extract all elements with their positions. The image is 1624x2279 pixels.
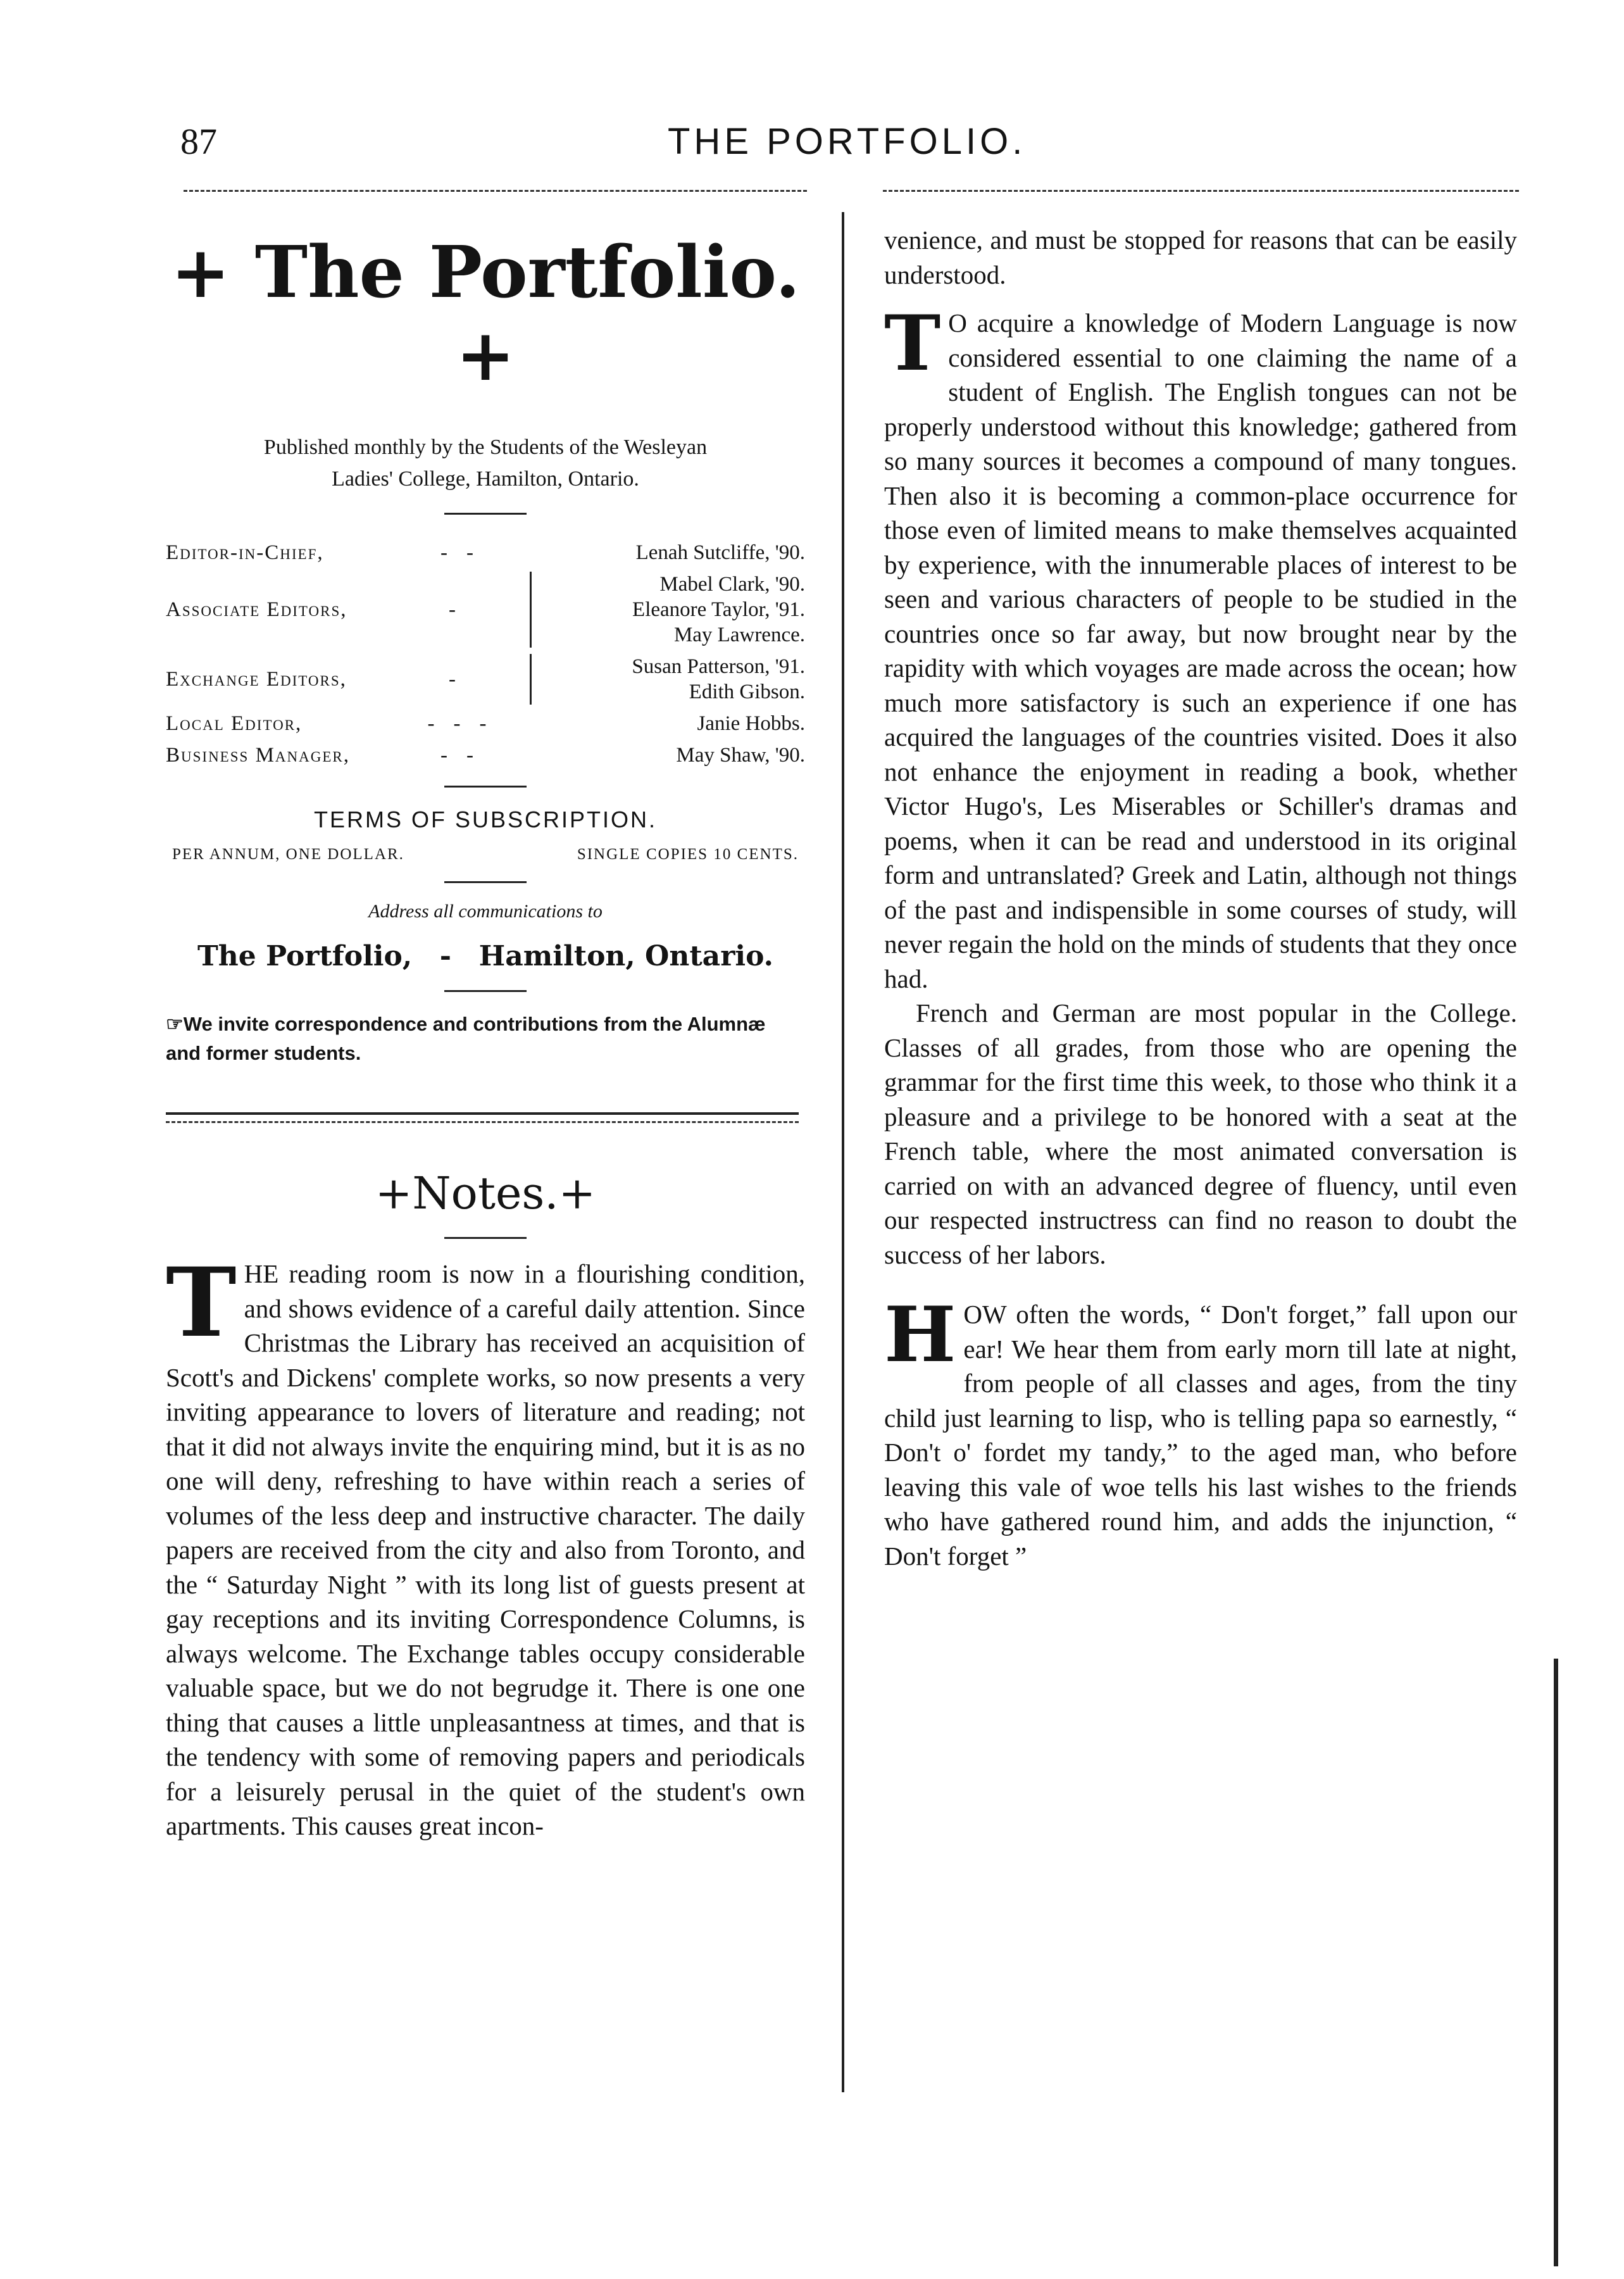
staff-name: Mabel Clark, '90. xyxy=(659,573,805,596)
invite-notice xyxy=(166,1010,805,1068)
section-rule xyxy=(166,1112,799,1115)
right-column xyxy=(884,223,1517,1573)
article-text: OW often the words, “ Don't forget,” fall upon our ear! We hear them from early morn till late at night, from people of all classes and ages, from the tiny child just learning to lisp, who is telling papa so earnestly, “ Don't o' fordet my tandy,” to the aged man, who before leaving this vale of woe tells his last wishes to the friends who have gathered round him, and adds the injunction, “ Don't forget ” xyxy=(884,1300,1517,1571)
running-title: THE PORTFOLIO. xyxy=(668,121,1027,162)
staff-row: Exchange Editors, - Susan Patterson, '91. Edith Gibson. xyxy=(166,655,805,703)
short-rule xyxy=(444,786,527,788)
header-rule-right xyxy=(883,190,1519,192)
staff-name: Lenah Sutcliffe, '90. xyxy=(635,541,805,564)
invite-text: We invite correspondence and contributions from the Alumnæ and former students. xyxy=(166,1013,766,1064)
subscription-terms xyxy=(166,846,805,863)
staff-row: Associate Editors, - Mabel Clark, '90. Eleanore Taylor, '91. May Lawrence. xyxy=(166,573,805,646)
left-column xyxy=(166,203,805,1843)
per-annum-price: PER ANNUM, ONE DOLLAR. xyxy=(172,846,404,863)
staff-names xyxy=(539,711,805,736)
column-divider xyxy=(842,212,844,2092)
section-rule xyxy=(166,1121,799,1123)
staff-row: Local Editor, --- Janie Hobbs. xyxy=(166,712,805,735)
address-name: The Portfolio, xyxy=(197,940,413,972)
short-rule xyxy=(444,1237,527,1239)
staff-name: Edith Gibson. xyxy=(689,681,805,703)
address-place: Hamilton, Ontario. xyxy=(478,940,773,972)
pointing-hand-icon: ☞ xyxy=(166,1013,184,1035)
staff-role: Business Manager, xyxy=(166,743,350,767)
page-number: 87 xyxy=(180,121,217,162)
staff-name: May Shaw, '90. xyxy=(676,744,805,767)
publication-line: Published monthly by the Students of the Wesleyan xyxy=(263,436,708,459)
staff-name: Eleanore Taylor, '91. xyxy=(632,598,805,621)
staff-names xyxy=(530,654,805,705)
staff-name: Janie Hobbs. xyxy=(697,712,805,735)
notes-heading: +Notes.+ xyxy=(375,1167,596,1219)
single-copy-price: SINGLE COPIES 10 CENTS. xyxy=(577,846,799,863)
modern-language-article xyxy=(884,299,1517,996)
continuation-paragraph: venience, and must be stopped for reasons that can be easily understood. xyxy=(884,225,1517,289)
staff-name: May Lawrence. xyxy=(673,624,805,646)
address-line xyxy=(166,940,805,972)
staff-names xyxy=(530,572,805,648)
staff-row: Editor-in-Chief, -- Lenah Sutcliffe, '90. xyxy=(166,541,805,564)
staff-role: Exchange Editors, xyxy=(166,667,347,691)
staff-role: Associate Editors, xyxy=(166,598,347,621)
staff-names xyxy=(539,743,805,768)
dont-forget-article xyxy=(884,1290,1517,1573)
short-rule xyxy=(444,513,527,515)
header-rule-left xyxy=(184,190,807,192)
article-text: O acquire a knowledge of Modern Language is now considered essential to one claiming the name of a student of English. The English tongues can not be properly understood without this knowledge; gathered from so many sources it becomes a compound of many tongues. Then also it is becoming a common-place occurrence for those even of limited means to make themselves acquainted by experience, with the innumerable places of interest to be seen and various characters of people to be studied in the countries once so far away, but now brought near by the rapidity with which voyages are made across the ocean; how much more satisfactory is such an experience if one has acquired the languages of the countries visited. Does it also not enhance the enjoyment in reading a book, whether Victor Hugo's, Les Miserables or Schiller's dramas and poems, when it can be read and understood in its original form and untranslated? Greek and Latin, although not things of the past and indispensible in some courses of study, will never regain the hold on the minds of students that they once had. xyxy=(884,308,1517,993)
staff-names xyxy=(539,540,805,565)
short-rule xyxy=(444,990,527,992)
drop-cap: T xyxy=(884,299,941,388)
drop-cap: T xyxy=(166,1247,237,1359)
publication-line: Ladies' College, Hamilton, Ontario. xyxy=(332,467,639,491)
staff-list xyxy=(166,540,805,768)
staff-row: Business Manager, -- May Shaw, '90. xyxy=(166,743,805,767)
french-german-paragraph: French and German are most popular in the College. Classes of all grades, from those who are opening the grammar for the first time this week, to those who think it a pleasure and a privilege to be honored with a seat at the French table, where the most animated conversation is carried on with an advanced degree of fluency, until even our respected instructress can find no reason to doubt the success of her labors. xyxy=(884,998,1517,1269)
address-dash: - xyxy=(439,940,452,972)
article-text: HE reading room is now in a flourishing condition, and shows evidence of a careful daily attention. Since Christmas the Library has received an acquisition of Scott's and Dickens' complete works, so now presents a very inviting appearance to lovers of literature and reading; not that it did not always invite the enquiring mind, but it is as no one will deny, refreshing to have within reach a series of volumes of the less deep and instructive character. The daily papers are received from the city and also from Toronto, and the “ Saturday Night ” with its long list of guests present at gay receptions and its inviting Correspondence Columns, is always welcome. The Exchange tables occupy considerable valuable space, but we do not begrudge it. There is one one thing that causes a little unpleasantness at times, and that is the tendency with some of removing papers and periodicals for a leisurely perusal in the quiet of the student's own apartments. This causes great incon- xyxy=(166,1259,805,1840)
masthead-title: + The Portfolio. + xyxy=(170,231,801,397)
staff-role: Editor-in-Chief, xyxy=(166,541,324,564)
reading-room-article xyxy=(166,1247,805,1843)
staff-role: Local Editor, xyxy=(166,712,303,735)
short-rule xyxy=(444,881,527,883)
drop-cap: H xyxy=(884,1290,956,1379)
page-edge xyxy=(1554,1659,1558,2266)
publication-info xyxy=(166,432,805,495)
subscription-heading: TERMS OF SUBSCRIPTION. xyxy=(313,807,658,832)
address-note: Address all communications to xyxy=(368,901,603,922)
staff-name: Susan Patterson, '91. xyxy=(632,655,805,678)
